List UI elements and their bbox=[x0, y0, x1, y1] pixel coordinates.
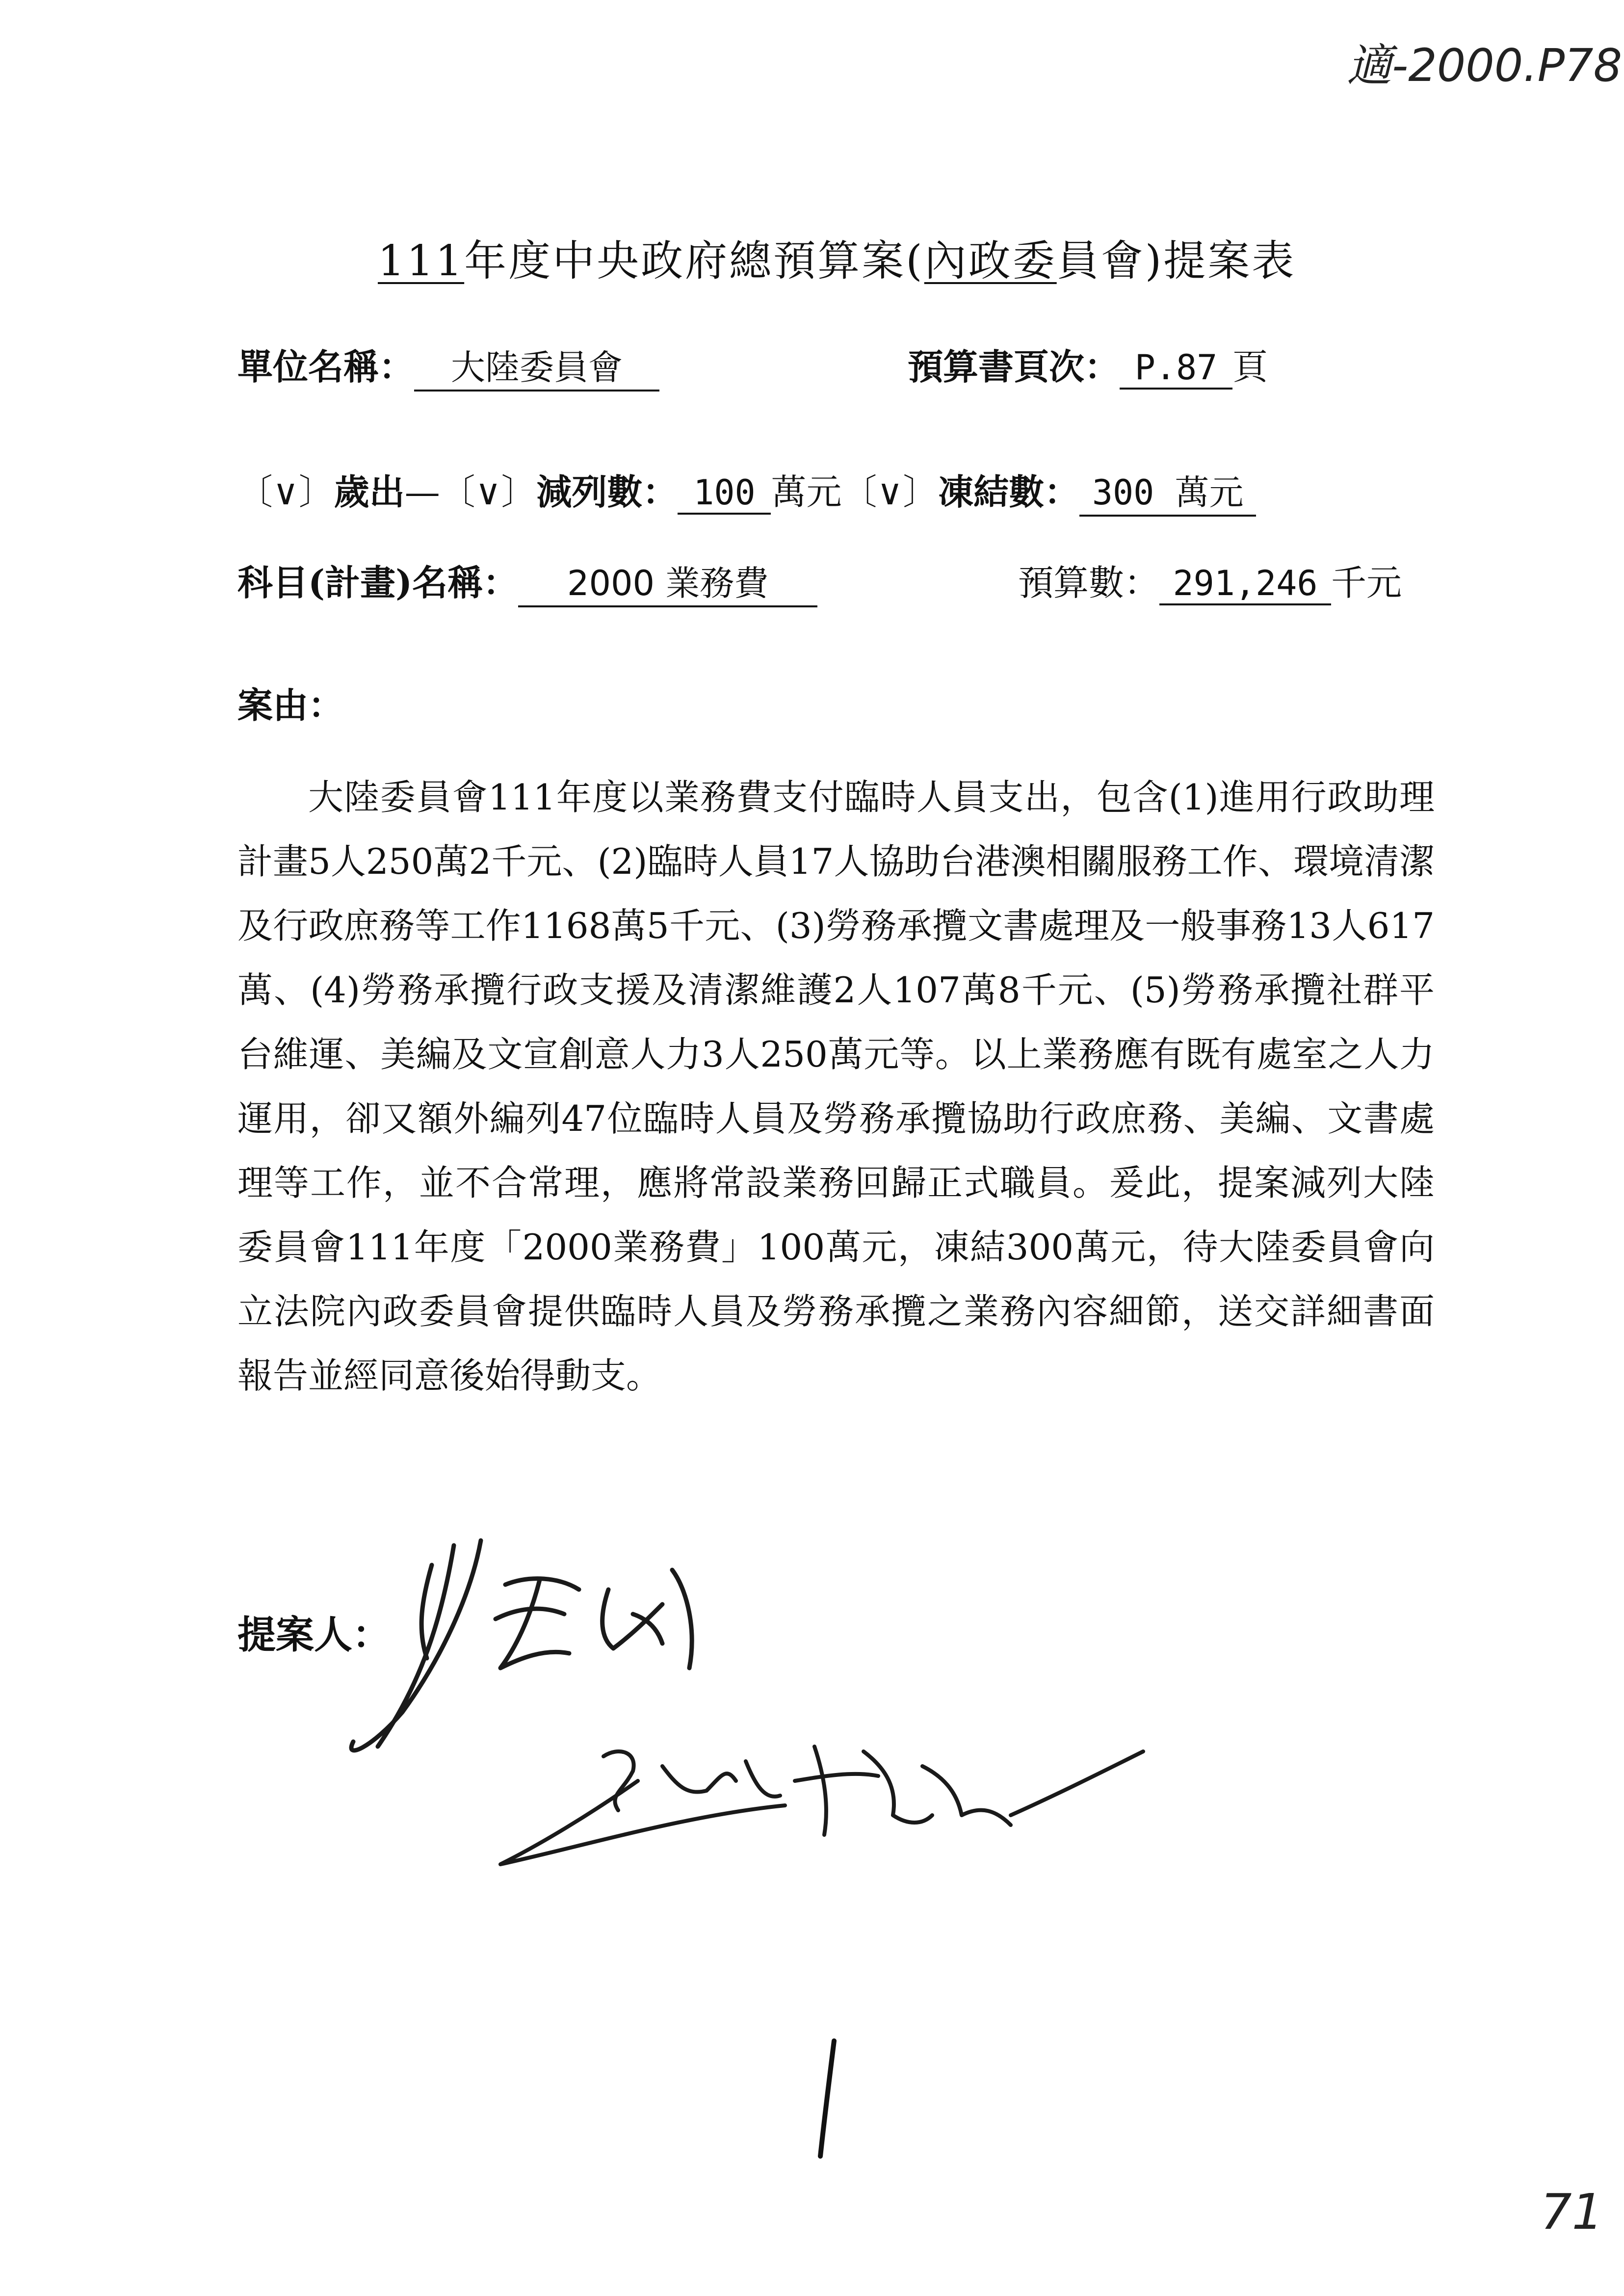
expend-label: 歲出 bbox=[334, 471, 405, 513]
title-year: 111 bbox=[378, 236, 465, 286]
reason-label: 案由： bbox=[237, 684, 344, 726]
page-ref-row bbox=[908, 339, 1268, 390]
handwritten-mark bbox=[785, 2056, 788, 2061]
subject-row bbox=[237, 554, 817, 607]
reason-body: 大陸委員會111年度以業務費支付臨時人員支出，包含(1)進用行政助理計畫5人250萬2千元、(2)臨時人員17人協助台港澳相關服務工作、環境清潔及行政庶務等工作1168萬5千元、(3)勞務承攬文書處理及一般事務13人617萬、(4)勞務承攬行政支援及清潔維護2人107萬8千元、(5)勞務承攬社群平台維運、美編及文宣創意人力3人250萬元等。以上業務應有既有處室之人力運用，卻又額外編列47位臨時人員及勞務承攬協助行政庶務、美編、文書處理等工作，並不合常理，應將常設業務回歸正式職員。爰此，提案減列大陸委員會111年度「2000業務費」100萬元，凍結300萬元，待大陸委員會向立法院內政委員會提供臨時人員及勞務承攬之業務內容細節，送交詳細書面報告並經同意後始得動支。 bbox=[237, 777, 1435, 1396]
budget-value: 291,246 bbox=[1159, 563, 1331, 605]
cut-unit: 萬元 bbox=[771, 471, 842, 513]
subject-label: 科目(計畫)名稱： bbox=[237, 562, 519, 603]
cut-check: 〔∨〕 bbox=[440, 471, 537, 513]
dash: — bbox=[404, 471, 440, 513]
page-title bbox=[378, 227, 1296, 287]
title-before-committee: 年度中央政府總預算案( bbox=[464, 236, 924, 286]
page-suffix: 頁 bbox=[1232, 346, 1268, 388]
expend-check: 〔∨〕 bbox=[237, 471, 334, 513]
budget-label: 預算數： bbox=[1018, 562, 1160, 603]
freeze-label: 凍結數： bbox=[938, 471, 1080, 513]
cut-label: 減列數： bbox=[536, 471, 678, 513]
cut-value: 100 bbox=[678, 472, 771, 515]
unit-value: 大陸委員會 bbox=[414, 340, 659, 391]
freeze-value: 300 萬元 bbox=[1079, 465, 1256, 517]
title-committee: 內政委 bbox=[924, 236, 1057, 286]
freeze-check: 〔∨〕 bbox=[841, 471, 939, 513]
proposer-label: 提案人： bbox=[237, 1613, 391, 1657]
flags-row bbox=[237, 464, 1256, 517]
budget-unit: 千元 bbox=[1331, 562, 1402, 603]
subject-value: 2000 業務費 bbox=[518, 556, 817, 607]
title-after-committee: 員會)提案表 bbox=[1056, 236, 1296, 286]
page-value: P.87 bbox=[1120, 347, 1232, 390]
page-label: 預算書頁次： bbox=[908, 346, 1120, 388]
page-number: 71 bbox=[1541, 2183, 1603, 2241]
unit-row bbox=[237, 339, 659, 391]
unit-label: 單位名稱： bbox=[237, 346, 415, 388]
handwritten-annotation: 適-2000.P78 bbox=[1347, 39, 1623, 92]
budget-row bbox=[1018, 554, 1402, 605]
